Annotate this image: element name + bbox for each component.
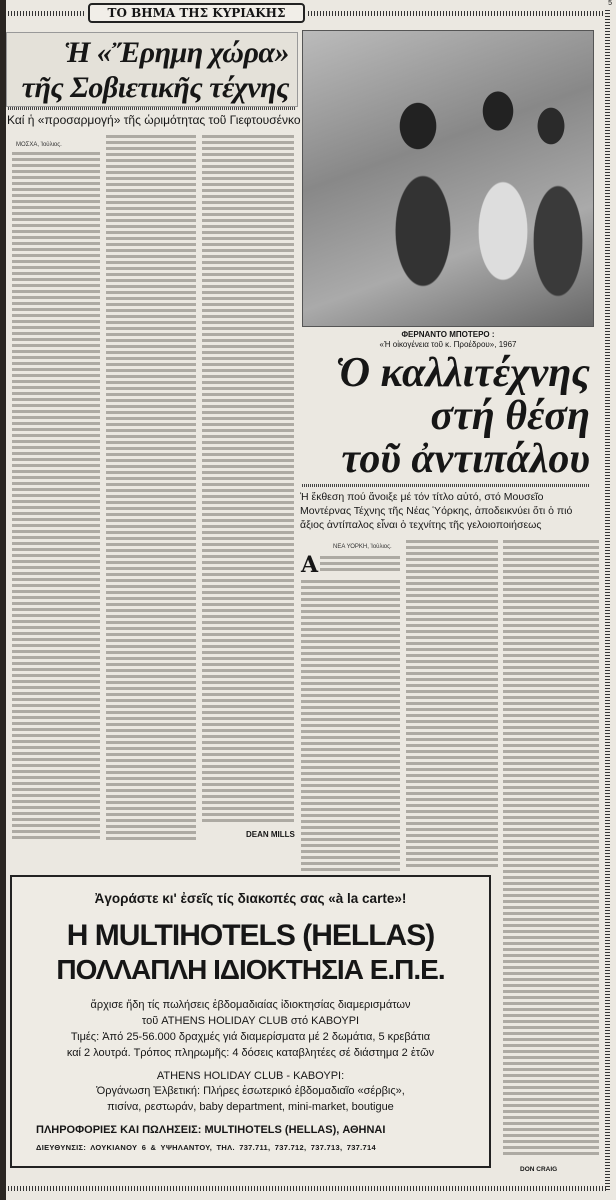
divider bbox=[8, 107, 296, 110]
text-column bbox=[106, 135, 196, 842]
divider bbox=[8, 11, 86, 16]
ad-body-line: ἄρχισε ἤδη τίς πωλήσεις ἑβδομαδιαίας ἰδιοκτησίας διαμερισμάτων bbox=[90, 999, 411, 1011]
text-column bbox=[503, 540, 599, 1158]
article-dateline: ΝΕΑ ΥΟΡΚΗ, Ἰούλιος. bbox=[333, 544, 392, 550]
article-headline bbox=[6, 32, 298, 107]
ad-body-line: καί 2 λουτρά. Τρόπος πληρωμῆς: 4 δόσεις καταβλητέες σέ διάστημα 2 ἐτῶν bbox=[66, 1047, 435, 1059]
ad-body-line: τοῦ ATHENS HOLIDAY CLUB στό ΚΑΒΟΥΡΙ bbox=[141, 1015, 360, 1027]
article-byline: DON CRAIG bbox=[520, 1166, 558, 1173]
advertisement bbox=[10, 875, 491, 1168]
ad-contact: ΠΛΗΡΟΦΟΡΙΕΣ ΚΑΙ ΠΩΛΗΣΕΙΣ: MULTIHOTELS (HELLAS), ΑΘΗΝΑΙ bbox=[36, 1124, 386, 1136]
ad-tagline: Ἀγοράστε κι' ἐσεῖς τίς διακοπές σας «à la carte»! bbox=[94, 891, 407, 906]
divider bbox=[8, 1186, 608, 1191]
ad-company-type: ΠΟΛΛΑΠΛΗ ΙΔΙΟΚΤΗΣΙΑ Ε.Π.Ε. bbox=[56, 954, 445, 985]
ad-features-line: Ὀργάνωση Ἐλβετική: Πλήρες ἐσωτερικό ἑβδομαδιαῖο «σέρβις», bbox=[96, 1085, 405, 1097]
text-column bbox=[12, 152, 100, 842]
headline-line: τῆς Σοβιετικῆς τέχνης bbox=[21, 71, 289, 104]
drop-cap: Α bbox=[301, 552, 319, 578]
ad-body-line: Τιμές: Ἀπό 25-56.000 δραχμές γιά διαμερίσματα μέ 2 δωμάτια, 5 κρεβάτια bbox=[70, 1031, 431, 1043]
photo-caption bbox=[302, 330, 594, 350]
divider bbox=[302, 484, 590, 487]
text-column bbox=[320, 556, 400, 574]
article-subheadline: Καί ἡ «προσαρμογή» τῆς ὡριμότητας τοῦ Γιεφτουσένκο bbox=[7, 113, 301, 127]
text-column bbox=[406, 540, 498, 870]
text-column bbox=[301, 580, 400, 871]
ad-features-line: πισίνα, ρεστωράν, baby department, mini-market, boutigue bbox=[107, 1101, 394, 1113]
article-dateline: ΜΟΣΧΑ, Ἰούλιος. bbox=[16, 142, 62, 148]
article-lead: Ἡ ἔκθεση πού ἄνοιξε μέ τόν τίτλο αὐτό, στό Μουσεῖο Μοντέρνας Τέχνης τῆς Νέας Ὑόρκης, ἀποδεικνύει ὅτι ὁ πιό ἄξιος ἀντίπαλος εἶναι ὁ τεχνίτης τῆς γελοιοποιήσεως bbox=[300, 491, 573, 531]
ad-address: ΔΙΕΥΘΥΝΣΙΣ: ΛΟΥΚΙΑΝΟΥ 6 & ΥΨΗΛΑΝΤΟΥ, ΤΗΛ. 737.711, 737.712, 737.713, 737.714 bbox=[36, 1143, 376, 1152]
masthead-title: ΤΟ ΒΗΜΑ ΤΗΣ ΚΥΡΙΑΚΗΣ bbox=[88, 3, 305, 23]
headline-line: Ἡ «Ἔρημη χώρα» bbox=[64, 36, 289, 69]
scan-edge bbox=[0, 0, 6, 1200]
caption-line: «Ἡ οἰκογένεια τοῦ κ. Προέδρου», 1967 bbox=[379, 340, 517, 349]
article-byline: DEAN MILLS bbox=[246, 830, 295, 839]
text-column bbox=[202, 135, 294, 825]
headline-line: τοῦ ἀντιπάλου bbox=[341, 436, 590, 482]
ad-club-heading: ATHENS HOLIDAY CLUB - ΚΑΒΟΥΡΙ: bbox=[156, 1070, 345, 1082]
ad-company-name: Η MULTIHOTELS (HELLAS) bbox=[66, 919, 435, 952]
headline-line: Ὁ καλλιτέχνης bbox=[335, 350, 590, 396]
headline-line: στή θέση bbox=[430, 393, 590, 439]
page-number: 5 bbox=[608, 0, 612, 7]
caption-line: ΦΕΡΝΑΝΤΟ ΜΠΟΤΕΡΟ : bbox=[401, 330, 495, 339]
divider bbox=[605, 10, 610, 1190]
divider bbox=[308, 11, 604, 16]
painting-photo bbox=[302, 30, 594, 327]
